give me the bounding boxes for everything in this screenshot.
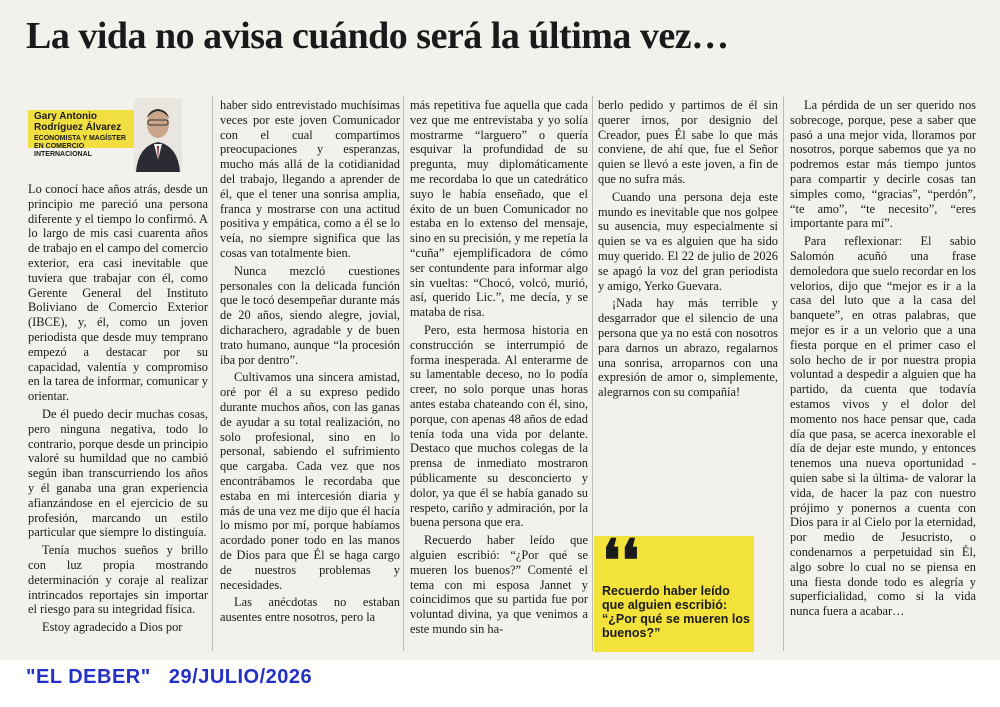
column-rule bbox=[212, 96, 213, 651]
article-column-3 bbox=[410, 98, 588, 640]
paragraph: más repetitiva fue aquella que cada vez que me entrevistaba y yo solía mostrarme “larguero” o quería esquivar la profundidad de su pregunta, muy diplomáticamente me recordaba lo que un catedrático suyo le había enseñado, que el éxito de un buen Comunicador no estaba en lo extenso del mensaje, sino en su precisión, y me repetía la “cuña” ejemplificadora de cómo ser contundente para informar algo sin vueltas: “Chocó, volcó, murió, así, querido Lic.”, me decía, y se mataba de risa. bbox=[410, 98, 588, 320]
article-column-4 bbox=[598, 98, 778, 403]
footer-date: 29/JULIO/2026 bbox=[168, 666, 313, 688]
footer-caption bbox=[26, 666, 312, 689]
author-name: Gary Antonio Rodríguez Álvarez bbox=[34, 111, 122, 133]
author-role: ECONOMISTA Y MAGÍSTER EN COMERCIO INTERNACIONAL bbox=[34, 135, 126, 158]
paragraph: Cuando una persona deja este mundo es inevitable que nos golpee su ausencia, muy especialmente si quien se va es alguien que ha sido muy querido. El 22 de julio de 2026 se apagó la voz del gran periodista y amigo, Yerko Guevara. bbox=[598, 189, 778, 293]
paragraph: Cultivamos una sincera amistad, oré por él a su expreso pedido durante muchos años, con las ganas de ayudar a su total realización, no solo profesional, sino en lo personal, sabiendo el sufrimiento que cargaba. Cada vez que nos encontrábamos le recordaba que estaba en mi intercesión diaria y más de una vez me dijo que él hacía lo mismo por mí, porque habíamos acordado poner todo en las manos de Dios para que Él se haga cargo de nuestros problemas y necesidades. bbox=[220, 370, 400, 592]
paragraph: La pérdida de un ser querido nos sobrecoge, porque, pese a saber que pasó a una mejor vida, lloramos por nosotros, porque sabemos que ya no podremos estar más tiempo juntos para compartir y decirle cosas tan simples como, “gracias”, “perdón”, “te amo”, “te necesito”, “eres importante para mí”. bbox=[790, 98, 976, 231]
column-rule bbox=[783, 96, 784, 651]
pull-quote-text: Recuerdo haber leído que alguien escribió: “¿Por qué se mueren los buenos?” bbox=[602, 584, 750, 640]
paragraph: Pero, esta hermosa historia en construcción se interrumpió de forma inesperada. Al enterarme de su lamentable deceso, no lo podía creer, no solo porque unas horas antes estaba chateando con él, sino, porque, con apenas 48 años de edad tenía toda una vida por delante. Destaco que muchos colegas de la prensa de inmediato mostraron públicamente su desconcierto y dolor, ya que él se había ganado su respeto, cariño y admiración, por la buena persona que era. bbox=[410, 322, 588, 530]
footer-source: "EL DEBER" bbox=[26, 666, 151, 688]
article-column-1 bbox=[28, 182, 208, 638]
article-column-5 bbox=[790, 98, 976, 622]
paragraph: Estoy agradecido a Dios por bbox=[42, 620, 183, 635]
paragraph: Tenía muchos sueños y brillo con luz propia mostrando determinación y coraje al realizar intrincados reportajes sin importar el riesgo para su integridad física. bbox=[28, 543, 208, 617]
pull-quote-box bbox=[594, 529, 754, 652]
paragraph: berlo pedido y partimos de él sin querer irnos, por designio del Creador, pues Él sabe lo que más conviene, de ahí que, fue el Señor quien se llevó a este joven, a fin de que no sufra más. bbox=[598, 98, 778, 186]
paragraph: haber sido entrevistado muchísimas veces por este joven Comunicador con el cual compartimos preocupaciones y esperanzas, mucho más allá de la cotidianidad del trabajo, llegando a aprender de él, que el tener una sonrisa amplia, franca y mostrarse con una actitud positiva y empática, como a él se lo veía, no siempre significa que las cosas van totalmente bien. bbox=[220, 98, 400, 260]
author-photo bbox=[134, 98, 182, 172]
headline: La vida no avisa cuándo será la última vez… bbox=[26, 15, 729, 57]
quote-mark-icon: ❛❛ bbox=[602, 529, 640, 594]
article-column-2 bbox=[220, 98, 400, 628]
paragraph: Nunca mezcló cuestiones personales con la delicada función que le tocó desempeñar durante más de 20 años, siendo alegre, jovial, dicharachero, agradable y de buen trato humano, aunque “la procesión iba por dentro”. bbox=[220, 263, 400, 367]
paragraph: ¡Nada hay más terrible y desgarrador que el silencio de una persona que ya no está con nosotros para darnos un abrazo, regalarnos una sonrisa, arroparnos con una expresión de amor o, simplemente, alegrarnos con su compañía! bbox=[598, 296, 778, 400]
author-box bbox=[28, 98, 180, 174]
column-rule bbox=[592, 96, 593, 651]
paragraph: De él puedo decir muchas cosas, pero ninguna negativa, todo lo contrario, porque desde un principio valoré su humildad que no cambió según iban transcurriendo los años y él ganaba una gran experiencia afianzándose en el ejercicio de su profesión, marcando un estilo particular que siempre lo distinguía. bbox=[28, 406, 208, 540]
paragraph: Lo conocí hace años atrás, desde un principio me pareció una persona diferente y el tiempo lo confirmó. A lo largo de mis casi cuarenta años de trabajo en el campo del comercio exterior, era casi inevitable que tuviera que trabajar con él, como Gerente General del Instituto Boliviano de Comercio Exterior (IBCE), y, él, como un joven periodista que desde muy temprano empezó a destacar por su capacidad, valentía y compromiso en la tarea de informar, comunicar y orientar. bbox=[28, 182, 208, 404]
paragraph: Recuerdo haber leído que alguien escribió: “¿Por qué se mueren los buenos?” Comenté el tema con mi esposa Jannet y coincidimos que su partida fue por voluntad divina, ya que venimos a este mundo sin ha- bbox=[410, 533, 588, 636]
paragraph: Las anécdotas no estaban ausentes entre nosotros, pero la bbox=[220, 595, 400, 625]
column-rule bbox=[403, 96, 404, 651]
paragraph: Para reflexionar: El sabio Salomón acuñó una frase demoledora que suelo recordar en los velorios, dijo que “mejor es ir a la casa del luto que a la casa del banquete”, en otras palabras, que mejor es ir a un velorio que a una fiesta porque en el primer caso el solo hecho de ir por nuestra propia voluntad a despedir a alguien que ha partido, da cuenta que todavía estamos vivos y el dolor del momento nos hace pensar que, cada día que pasa, se acerca inexorable el día de dejar este mundo, y entonces tenemos una nueva oportunidad -quien sabe si la última- de valorar la vida, de hacer la paz con nuestro prójimo y ponernos a cuenta con Dios para ir al Cielo por la eternidad, por medio de Jesucristo, o condenarnos a perpetuidad sin Él, algo sobre lo cual no se piensa en una fiesta donde todo es alegría y superficialidad, como si la vida nunca fuera a acabar… bbox=[790, 234, 976, 619]
